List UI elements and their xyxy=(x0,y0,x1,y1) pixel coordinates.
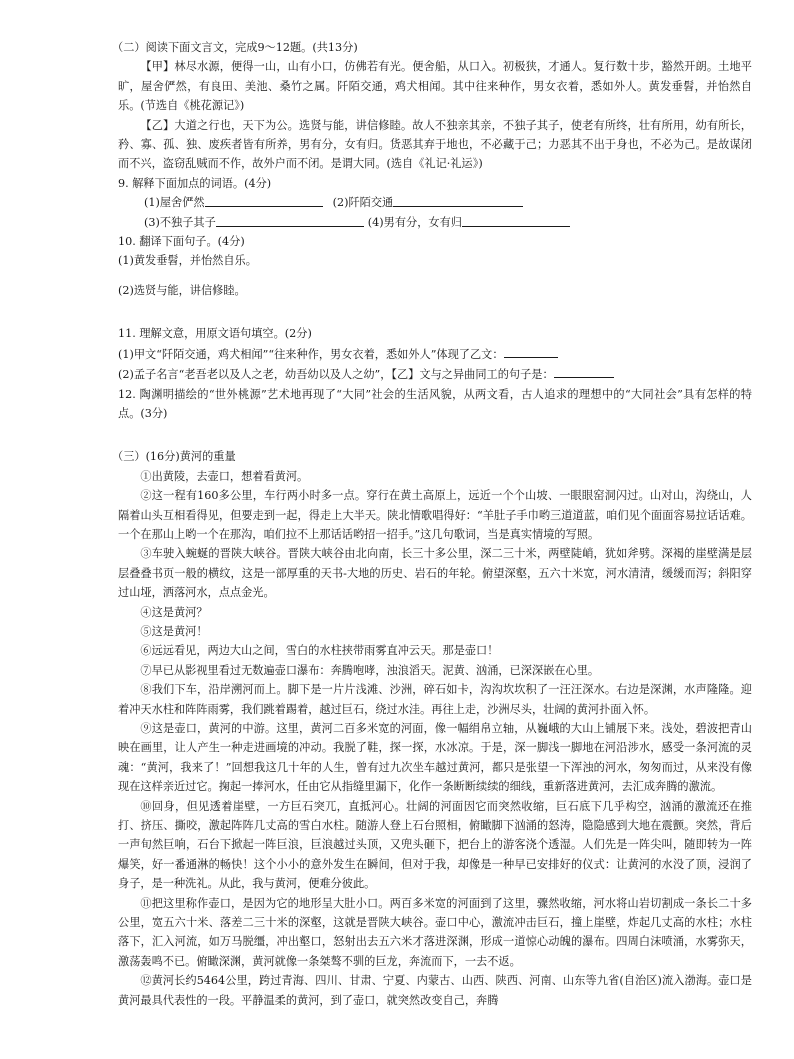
section2-heading: （二）阅读下面文言文，完成9～12题。(共13分) xyxy=(112,41,358,54)
passage-b: 【乙】大道之行也，天下为公。选贤与能，讲信修睦。故人不独亲其亲，不独子其子，使老有所终，壮有所用，幼有所长，矜、寡、孤、独、废疾者皆有所养，男有分，女有归。货恶其弃于地也，不必藏于己；力恶其不出于身也，不必为己。是故谋闭而不兴，盗窃乱贼而不作，故外户而不闭。是谓大同。(选自《礼记·礼运》) xyxy=(118,118,752,171)
q9-item-3: (3)不独子其子 xyxy=(144,215,216,229)
q9-row-1 xyxy=(118,193,752,212)
q9-blank-1[interactable] xyxy=(205,193,323,207)
s3-para-3: ③车驶入蜿蜒的晋陕大峡谷。晋陕大峡谷由北向南，长三十多公里，深二三十米，两壁陡峭，犹如斧劈。深褐的崖壁满是层层叠叠书页一般的横纹，这是一部厚重的天书-大地的历史、岩石的年轮。俯望深壑，五六十米宽，河水清清，缓缓而泻；斜阳穿过山垭，洒落河水，点点金光。 xyxy=(118,547,752,600)
section3-heading: （三）(16分)黄河的重量 xyxy=(112,450,236,464)
q11-stem: 11. 理解文意，用原文语句填空。(2分) xyxy=(118,327,312,341)
s3-para-8: ⑧我们下车，沿岸溯河而上。脚下是一片片浅滩、沙洲，碎石如卡，沟沟坎坎积了一汪汪深水。右边是深渊，水声隆隆。迎着冲天水柱和阵阵雨雾，我们跳着踢着，越过巨石，绕过水洼。再往上走，沙洲尽头，壮阔的黄河扑面入怀。 xyxy=(118,683,752,716)
q11-item-1-text: (1)甲文“阡陌交通，鸡犬相闻”“往来种作，男女衣着，悉如外人”体现了乙文： xyxy=(118,347,504,361)
s3-para-12: ⑫黄河长约5464公里，跨过青海、四川、甘肃、宁夏、内蒙古、山西、陕西、河南、山东等九省(自治区)流入渤海。壶口是黄河最具代表性的一段。平静温柔的黄河，到了壶口，就突然改变自己，奔腾 xyxy=(118,974,752,1007)
q11-item-2-text: (2)孟子名言“老吾老以及人之老，幼吾幼以及人之幼”，【乙】文与之异曲同工的句子是： xyxy=(118,368,554,382)
q11-blank-1[interactable] xyxy=(504,344,558,358)
q9-blank-2[interactable] xyxy=(393,193,523,207)
q10-item-1: (1)黄发垂髫，并怡然自乐。 xyxy=(118,254,257,268)
q9-blank-3[interactable] xyxy=(216,213,364,227)
s3-para-1: ①出黄陵，去壶口，想着看黄河。 xyxy=(140,469,309,483)
s3-para-5: ⑤这是黄河！ xyxy=(140,624,208,638)
s3-para-9: ⑨这是壶口，黄河的中游。这里，黄河二百多米宽的河面，像一幅绢帛立轴，从巍峨的大山上铺展下来。浅处，碧波把青山映在画里，让人产生一种走进画境的冲动。我脱了鞋，探一探，水冰凉。于是，深一脚浅一脚地在河沿涉水，感受一条河流的灵魂：“黄河，我来了！”回想我这几十年的人生，曾有过九次坐车越过黄河，都只是张望一下浑浊的河水，匆匆而过，从来没有像现在这样亲近过它。掬起一捧河水，任由它从指缝里漏下，化作一条断断续续的细线，重新落进黄河，去汇成奔腾的激流。 xyxy=(118,722,752,794)
q9-blank-4[interactable] xyxy=(462,213,570,227)
s3-para-10: ⑩回身，但见透着崖壁，一方巨石突兀，直抵河心。壮阔的河面因它而突然收缩，巨石底下几乎构空，汹涌的激流还在推打、挤压、撕咬，激起阵阵几丈高的雪白水柱。随游人登上石台照相，俯瞰脚下汹涌的怒涛，隐隐感到大地在震颤。突然，背后一声旬然巨响，石台下掀起一阵巨浪，巨浪越过头顶，又兜头砸下，把台上的游客浇个透湿。人们先是一阵尖叫，随即转为一阵爆笑，好一番通淋的畅快！这个小小的意外发生在瞬间，但对于我，却像是一种早已安排好的仪式：让黄河的水没了顶，浸润了身子，是一种洗礼。从此，我与黄河，便难分彼此。 xyxy=(118,799,752,891)
q11-item-1 xyxy=(118,344,752,364)
q9-row-2 xyxy=(118,213,752,232)
s3-para-6: ⑥远远看见，两边大山之间，雪白的水柱挟带雨雾直冲云天。那是壶口！ xyxy=(140,644,499,658)
q10-stem: 10. 翻译下面句子。(4分) xyxy=(118,235,245,249)
q11-item-2 xyxy=(118,364,752,384)
q11-blank-2[interactable] xyxy=(554,364,614,378)
q9-item-2: (2)阡陌交通 xyxy=(332,196,394,210)
q9-item-4: (4)男有分，女有归 xyxy=(367,215,462,229)
s3-para-4: ④这是黄河？ xyxy=(140,605,208,619)
q9-item-1: (1)屋舍俨然 xyxy=(144,196,205,210)
q12: 12. 陶渊明描绘的“世外桃源”艺术地再现了“大同”社会的生活风貌，从两文看，古人追求的理想中的“大同社会”具有怎样的特点。(3分) xyxy=(118,387,752,420)
q9-stem: 9. 解释下面加点的词语。(4分) xyxy=(118,176,272,190)
q10-item-2: (2)选贤与能，讲信修睦。 xyxy=(118,283,246,297)
s3-para-2: ②这一程有160多公里，车行两小时多一点。穿行在黄土高原上，远近一个个山坡、一眼眼窑洞闪过。山对山，沟绕山，人隔着山头互相看得见，但要走到一起，得走上大半天。陕北情歌唱得好：“羊肚子手巾哟三道道蓝，咱们见个面面容易拉话话难。一个在那山上哟一个在那沟，咱们拉不上那话话哟招一招手。”这几句歌词，当是真实情境的写照。 xyxy=(118,489,752,541)
passage-a: 【甲】林尽水源，便得一山，山有小口，仿佛若有光。便舍船，从口入。初极狭，才通人。复行数十步，豁然开朗。土地平旷，屋舍俨然，有良田、美池、桑竹之属。阡陌交通，鸡犬相闻。其中往来种作，男女衣着，悉如外人。黄发垂髫，并怡然自乐。(节选自《桃花源记》) xyxy=(118,60,752,113)
s3-para-11: ⑪把这里称作壶口，是因为它的地形呈大肚小口。两百多米宽的河面到了这里，骤然收缩，河水将山岩切割成一条长二十多公里，宽五六十米、落差二三十米的深壑，这就是晋陕大峡谷。壶口中心，激流冲击巨石，撞上崖壁，炸起几丈高的水柱；水柱落下，汇入河流，如万马脱缰，冲出壑口，怒射出去五六米才落进深渊，形成一道惊心动魄的瀑布。四周白沫喷涌，水雾弥天，激荡轰鸣不已。俯瞰深渊，黄河就像一条桀骜不驯的巨龙，奔流而下，一去不返。 xyxy=(118,896,752,968)
s3-para-7: ⑦早已从影视里看过无数遍壶口瀑布：奔腾咆哮，浊浪滔天。泥黄、汹涌，已深深嵌在心里。 xyxy=(140,663,600,677)
